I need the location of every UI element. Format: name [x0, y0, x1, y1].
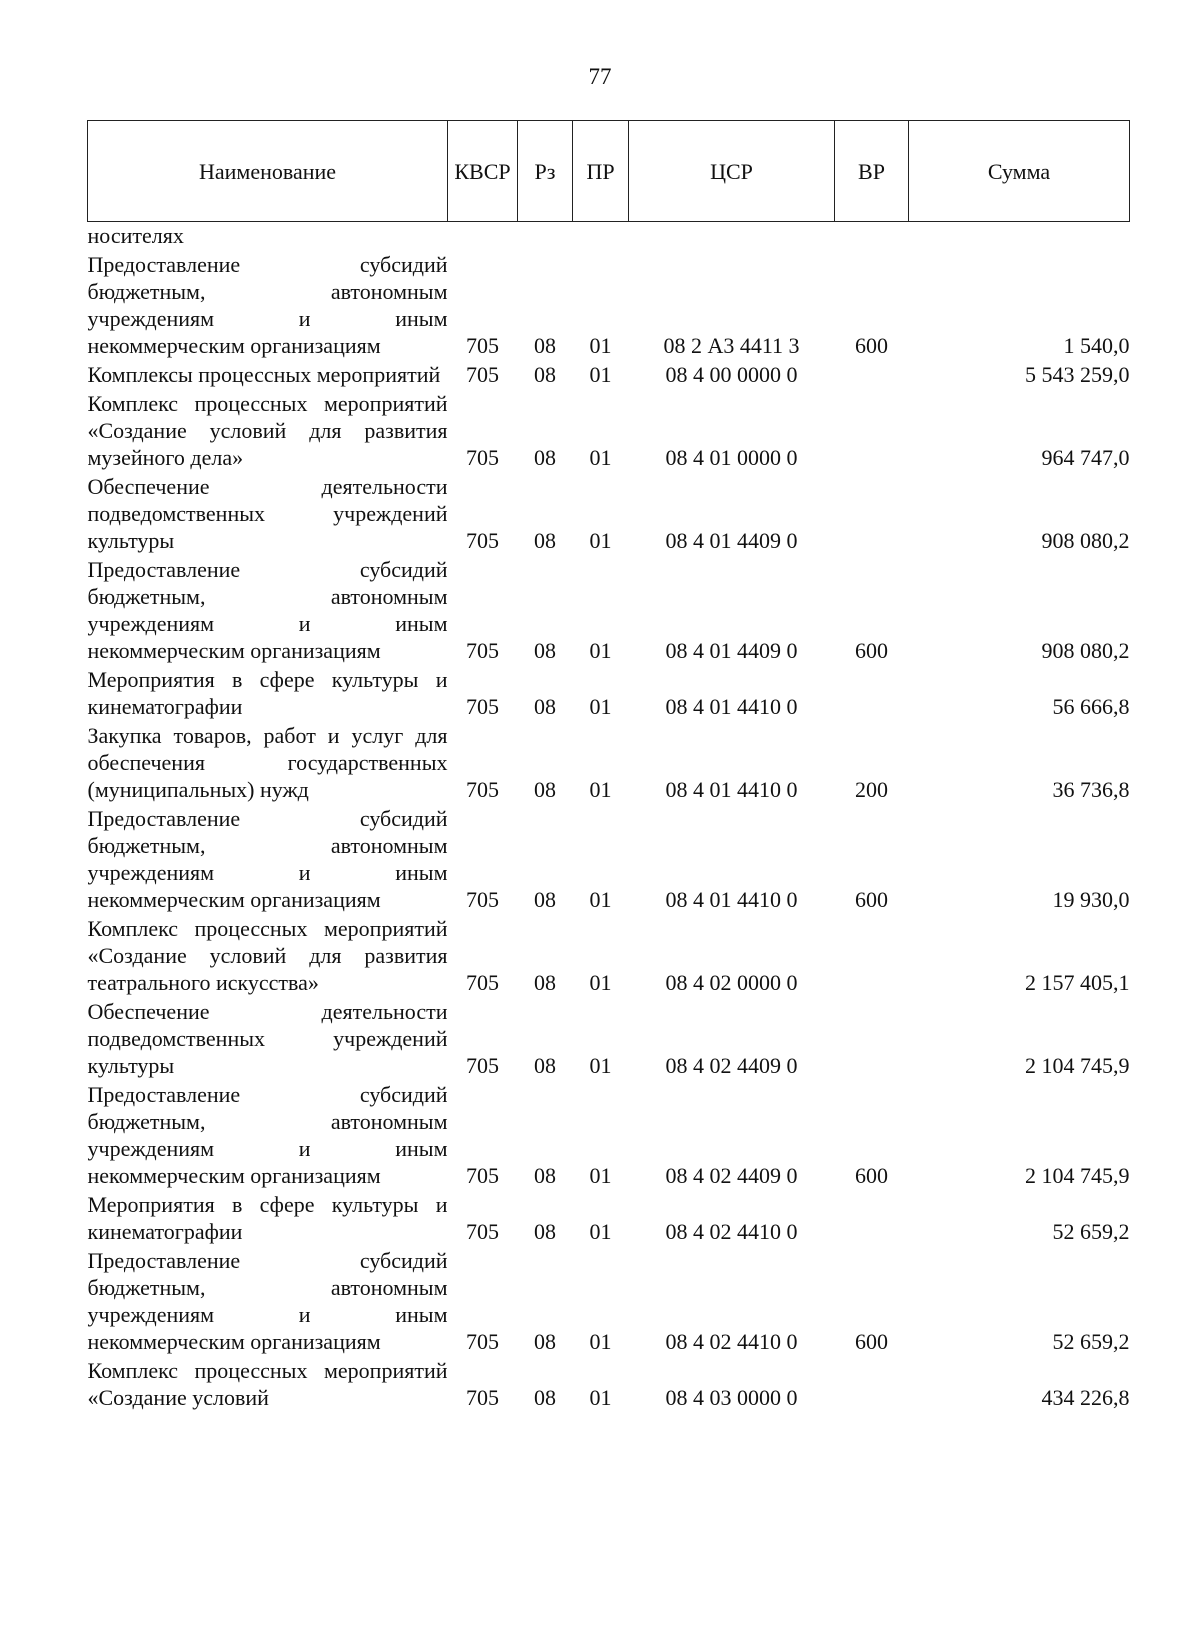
row-name: Предоставление субсидий бюджетным, автономным учреждениям и иным некоммерческим организациям — [87, 1082, 448, 1188]
row-kvsr: 705 — [466, 1385, 499, 1410]
row-sum: 964 747,0 — [1041, 445, 1130, 470]
row-kvsr: 705 — [466, 638, 499, 663]
row-csr: 08 4 01 4409 0 — [665, 638, 798, 663]
row-rz: 08 — [534, 333, 556, 358]
row-name: Предоставление субсидий бюджетным, автономным учреждениям и иным некоммерческим организациям — [87, 557, 448, 663]
row-kvsr: 705 — [466, 970, 499, 995]
table-row — [88, 803, 1130, 913]
row-rz: 08 — [534, 1219, 556, 1244]
row-sum — [909, 222, 1130, 250]
table-header-row — [88, 121, 1130, 222]
row-rz: 08 — [534, 777, 556, 802]
budget-table — [87, 120, 1130, 1411]
row-name: Комплексы процессных мероприятий — [87, 362, 441, 387]
row-rz: 08 — [534, 362, 556, 387]
row-sum: 2 104 745,9 — [1025, 1163, 1130, 1188]
row-pr: 01 — [589, 1385, 612, 1410]
row-csr — [629, 222, 835, 250]
row-rz: 08 — [534, 1163, 556, 1188]
row-csr: 08 4 02 0000 0 — [665, 970, 798, 995]
row-sum: 908 080,2 — [1041, 638, 1130, 663]
row-vr — [835, 222, 909, 250]
header-vr: ВР — [835, 121, 909, 222]
row-vr — [835, 1355, 909, 1411]
row-kvsr: 705 — [466, 1163, 499, 1188]
row-name: Комплекс процессных мероприятий «Создание условий для развития музейного дела» — [87, 391, 448, 470]
page-number: 77 — [588, 64, 612, 89]
header-rz: Рз — [518, 121, 573, 222]
header-sum: Сумма — [909, 121, 1130, 222]
row-name: Мероприятия в сфере культуры и кинематографии — [87, 1192, 448, 1244]
row-name: Предоставление субсидий бюджетным, автономным учреждениям и иным некоммерческим организациям — [87, 1248, 448, 1354]
row-pr: 01 — [589, 1329, 612, 1354]
table-row — [88, 664, 1130, 720]
row-sum: 2 157 405,1 — [1025, 970, 1130, 995]
table-row — [88, 1189, 1130, 1245]
header-kvsr: КВСР — [448, 121, 518, 222]
row-vr — [835, 471, 909, 554]
row-csr: 08 4 01 4410 0 — [665, 887, 798, 912]
row-csr: 08 4 01 4410 0 — [665, 694, 798, 719]
row-vr: 600 — [855, 333, 888, 358]
table-row — [88, 554, 1130, 664]
row-kvsr: 705 — [466, 445, 499, 470]
row-sum: 1 540,0 — [1063, 333, 1130, 358]
row-sum: 52 659,2 — [1052, 1329, 1130, 1354]
row-vr: 600 — [855, 887, 888, 912]
row-pr: 01 — [589, 528, 612, 553]
row-pr: 01 — [589, 1053, 612, 1078]
row-kvsr: 705 — [466, 694, 499, 719]
row-kvsr: 705 — [466, 362, 499, 387]
table-row — [88, 359, 1130, 388]
row-sum: 2 104 745,9 — [1025, 1053, 1130, 1078]
row-name: носителях — [87, 223, 184, 248]
row-pr: 01 — [589, 777, 612, 802]
row-name: Предоставление субсидий бюджетным, автономным учреждениям и иным некоммерческим организациям — [87, 806, 448, 912]
row-pr: 01 — [589, 887, 612, 912]
header-pr: ПР — [573, 121, 629, 222]
row-vr: 600 — [855, 638, 888, 663]
row-vr — [835, 913, 909, 996]
table-row — [88, 1245, 1130, 1355]
row-rz: 08 — [534, 1385, 556, 1410]
row-name: Обеспечение деятельности подведомственных учреждений культуры — [87, 474, 448, 553]
row-rz — [518, 222, 573, 250]
row-pr: 01 — [589, 638, 612, 663]
row-vr: 600 — [855, 1163, 888, 1188]
row-kvsr: 705 — [466, 887, 499, 912]
row-rz: 08 — [534, 445, 556, 470]
row-sum: 908 080,2 — [1041, 528, 1130, 553]
header-name: Наименование — [88, 121, 448, 222]
table-body — [88, 222, 1130, 1412]
row-name: Мероприятия в сфере культуры и кинематографии — [87, 667, 448, 719]
row-sum: 5 543 259,0 — [1025, 362, 1130, 387]
row-rz: 08 — [534, 1053, 556, 1078]
row-kvsr: 705 — [466, 777, 499, 802]
row-csr: 08 4 02 4409 0 — [665, 1053, 798, 1078]
row-csr: 08 4 03 0000 0 — [665, 1385, 798, 1410]
row-pr: 01 — [589, 445, 612, 470]
table-row — [88, 249, 1130, 359]
row-sum: 52 659,2 — [1052, 1219, 1130, 1244]
row-csr: 08 4 02 4409 0 — [665, 1163, 798, 1188]
row-sum: 36 736,8 — [1052, 777, 1130, 802]
row-pr: 01 — [589, 333, 612, 358]
row-pr — [573, 222, 629, 250]
row-name: Предоставление субсидий бюджетным, автономным учреждениям и иным некоммерческим организациям — [87, 252, 448, 358]
row-vr: 600 — [855, 1329, 888, 1354]
row-csr: 08 4 01 0000 0 — [665, 445, 798, 470]
row-kvsr: 705 — [466, 1219, 499, 1244]
row-kvsr: 705 — [466, 1053, 499, 1078]
table-row — [88, 1355, 1130, 1411]
row-rz: 08 — [534, 528, 556, 553]
row-pr: 01 — [589, 362, 612, 387]
row-csr: 08 4 01 4409 0 — [665, 528, 798, 553]
row-sum: 56 666,8 — [1052, 694, 1130, 719]
table-row — [88, 913, 1130, 996]
row-name: Комплекс процессных мероприятий «Создание условий для развития театрального искусства» — [87, 916, 448, 995]
row-pr: 01 — [589, 1163, 612, 1188]
row-csr: 08 4 02 4410 0 — [665, 1219, 798, 1244]
row-vr: 200 — [855, 777, 888, 802]
row-kvsr: 705 — [466, 528, 499, 553]
row-kvsr: 705 — [466, 333, 499, 358]
table-row — [88, 996, 1130, 1079]
header-csr: ЦСР — [629, 121, 835, 222]
row-vr — [835, 359, 909, 388]
table-row — [88, 222, 1130, 250]
row-pr: 01 — [589, 694, 612, 719]
row-name: Комплекс процессных мероприятий «Создание условий — [87, 1358, 448, 1410]
table-row — [88, 720, 1130, 803]
table-row — [88, 388, 1130, 471]
row-csr: 08 4 01 4410 0 — [665, 777, 798, 802]
row-csr: 08 4 02 4410 0 — [665, 1329, 798, 1354]
row-rz: 08 — [534, 638, 556, 663]
row-name: Закупка товаров, работ и услуг для обеспечения государственных (муниципальных) нужд — [87, 723, 448, 802]
row-pr: 01 — [589, 970, 612, 995]
row-vr — [835, 1189, 909, 1245]
row-pr: 01 — [589, 1219, 612, 1244]
row-csr: 08 2 А3 4411 3 — [663, 333, 800, 358]
row-sum: 434 226,8 — [1041, 1385, 1130, 1410]
row-vr — [835, 996, 909, 1079]
row-name: Обеспечение деятельности подведомственных учреждений культуры — [87, 999, 448, 1078]
table-row — [88, 471, 1130, 554]
row-rz: 08 — [534, 1329, 556, 1354]
row-kvsr: 705 — [466, 1329, 499, 1354]
row-rz: 08 — [534, 694, 556, 719]
table-row — [88, 1079, 1130, 1189]
row-sum: 19 930,0 — [1052, 887, 1130, 912]
row-vr — [835, 664, 909, 720]
row-rz: 08 — [534, 970, 556, 995]
row-vr — [835, 388, 909, 471]
row-rz: 08 — [534, 887, 556, 912]
row-kvsr — [448, 222, 518, 250]
row-csr: 08 4 00 0000 0 — [665, 362, 798, 387]
